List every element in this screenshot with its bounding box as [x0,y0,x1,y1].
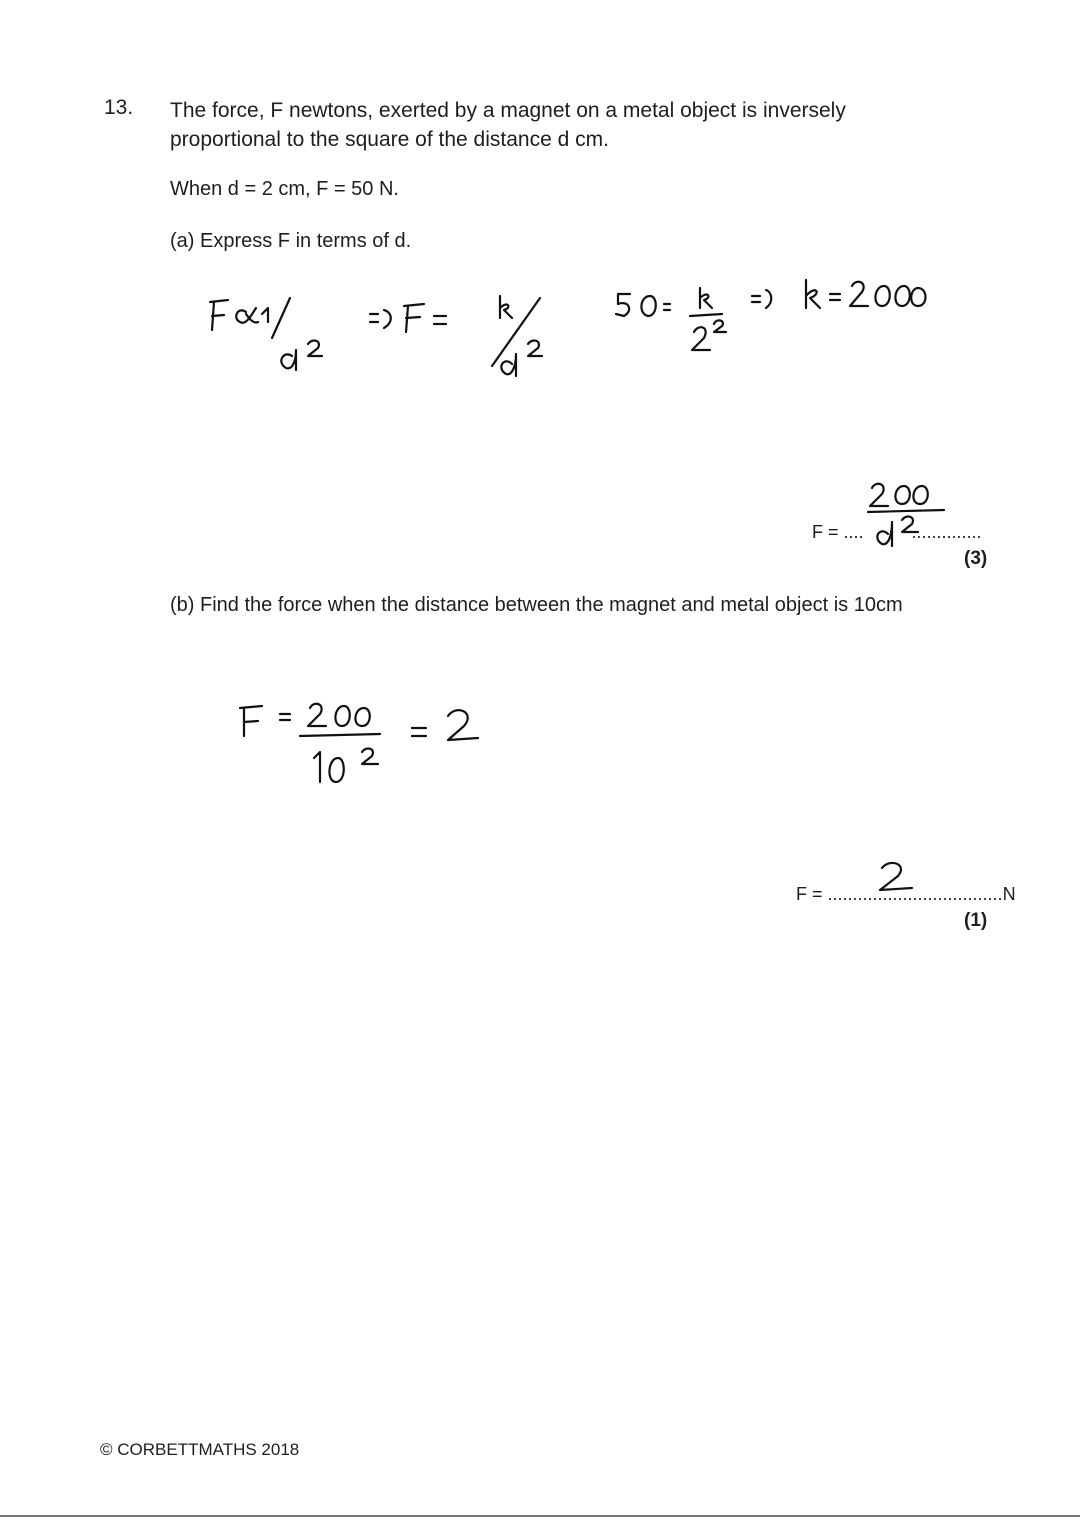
part-b-answer-unit: N [1002,884,1016,904]
hw-proportional-statement [210,298,322,372]
question-stem-line-1: The force, F newtons, exerted by a magnet on a metal object is inversely [170,99,846,122]
part-b-marks: (1) [964,910,988,931]
part-a-marks: (3) [964,548,988,569]
hw-working-b [240,704,478,782]
given-condition: When d = 2 cm, F = 50 N. [170,178,399,200]
part-b-answer-prefix: F = ........................ [796,884,948,904]
part-b-prompt: (b) Find the force when the distance between the magnet and metal object is 10cm [170,594,903,616]
part-a-prompt: (a) Express F in terms of d. [170,230,412,252]
part-a-answer-prefix: F = .... [812,522,864,542]
part-a-answer-line [812,522,982,543]
hw-equation-step [370,296,542,376]
part-b-answer-line [796,884,1016,905]
copyright-footer: © CORBETTMATHS 2018 [100,1440,300,1459]
question-number: 13. [104,96,134,119]
page-bottom-edge [0,1515,1080,1517]
part-b-answer-dots-extra: ........... [947,884,1003,904]
part-a-answer-dots: .............. [911,522,982,542]
hw-solve-constant [616,280,926,350]
question-stem-line-2: proportional to the square of the distance d cm. [170,128,609,151]
